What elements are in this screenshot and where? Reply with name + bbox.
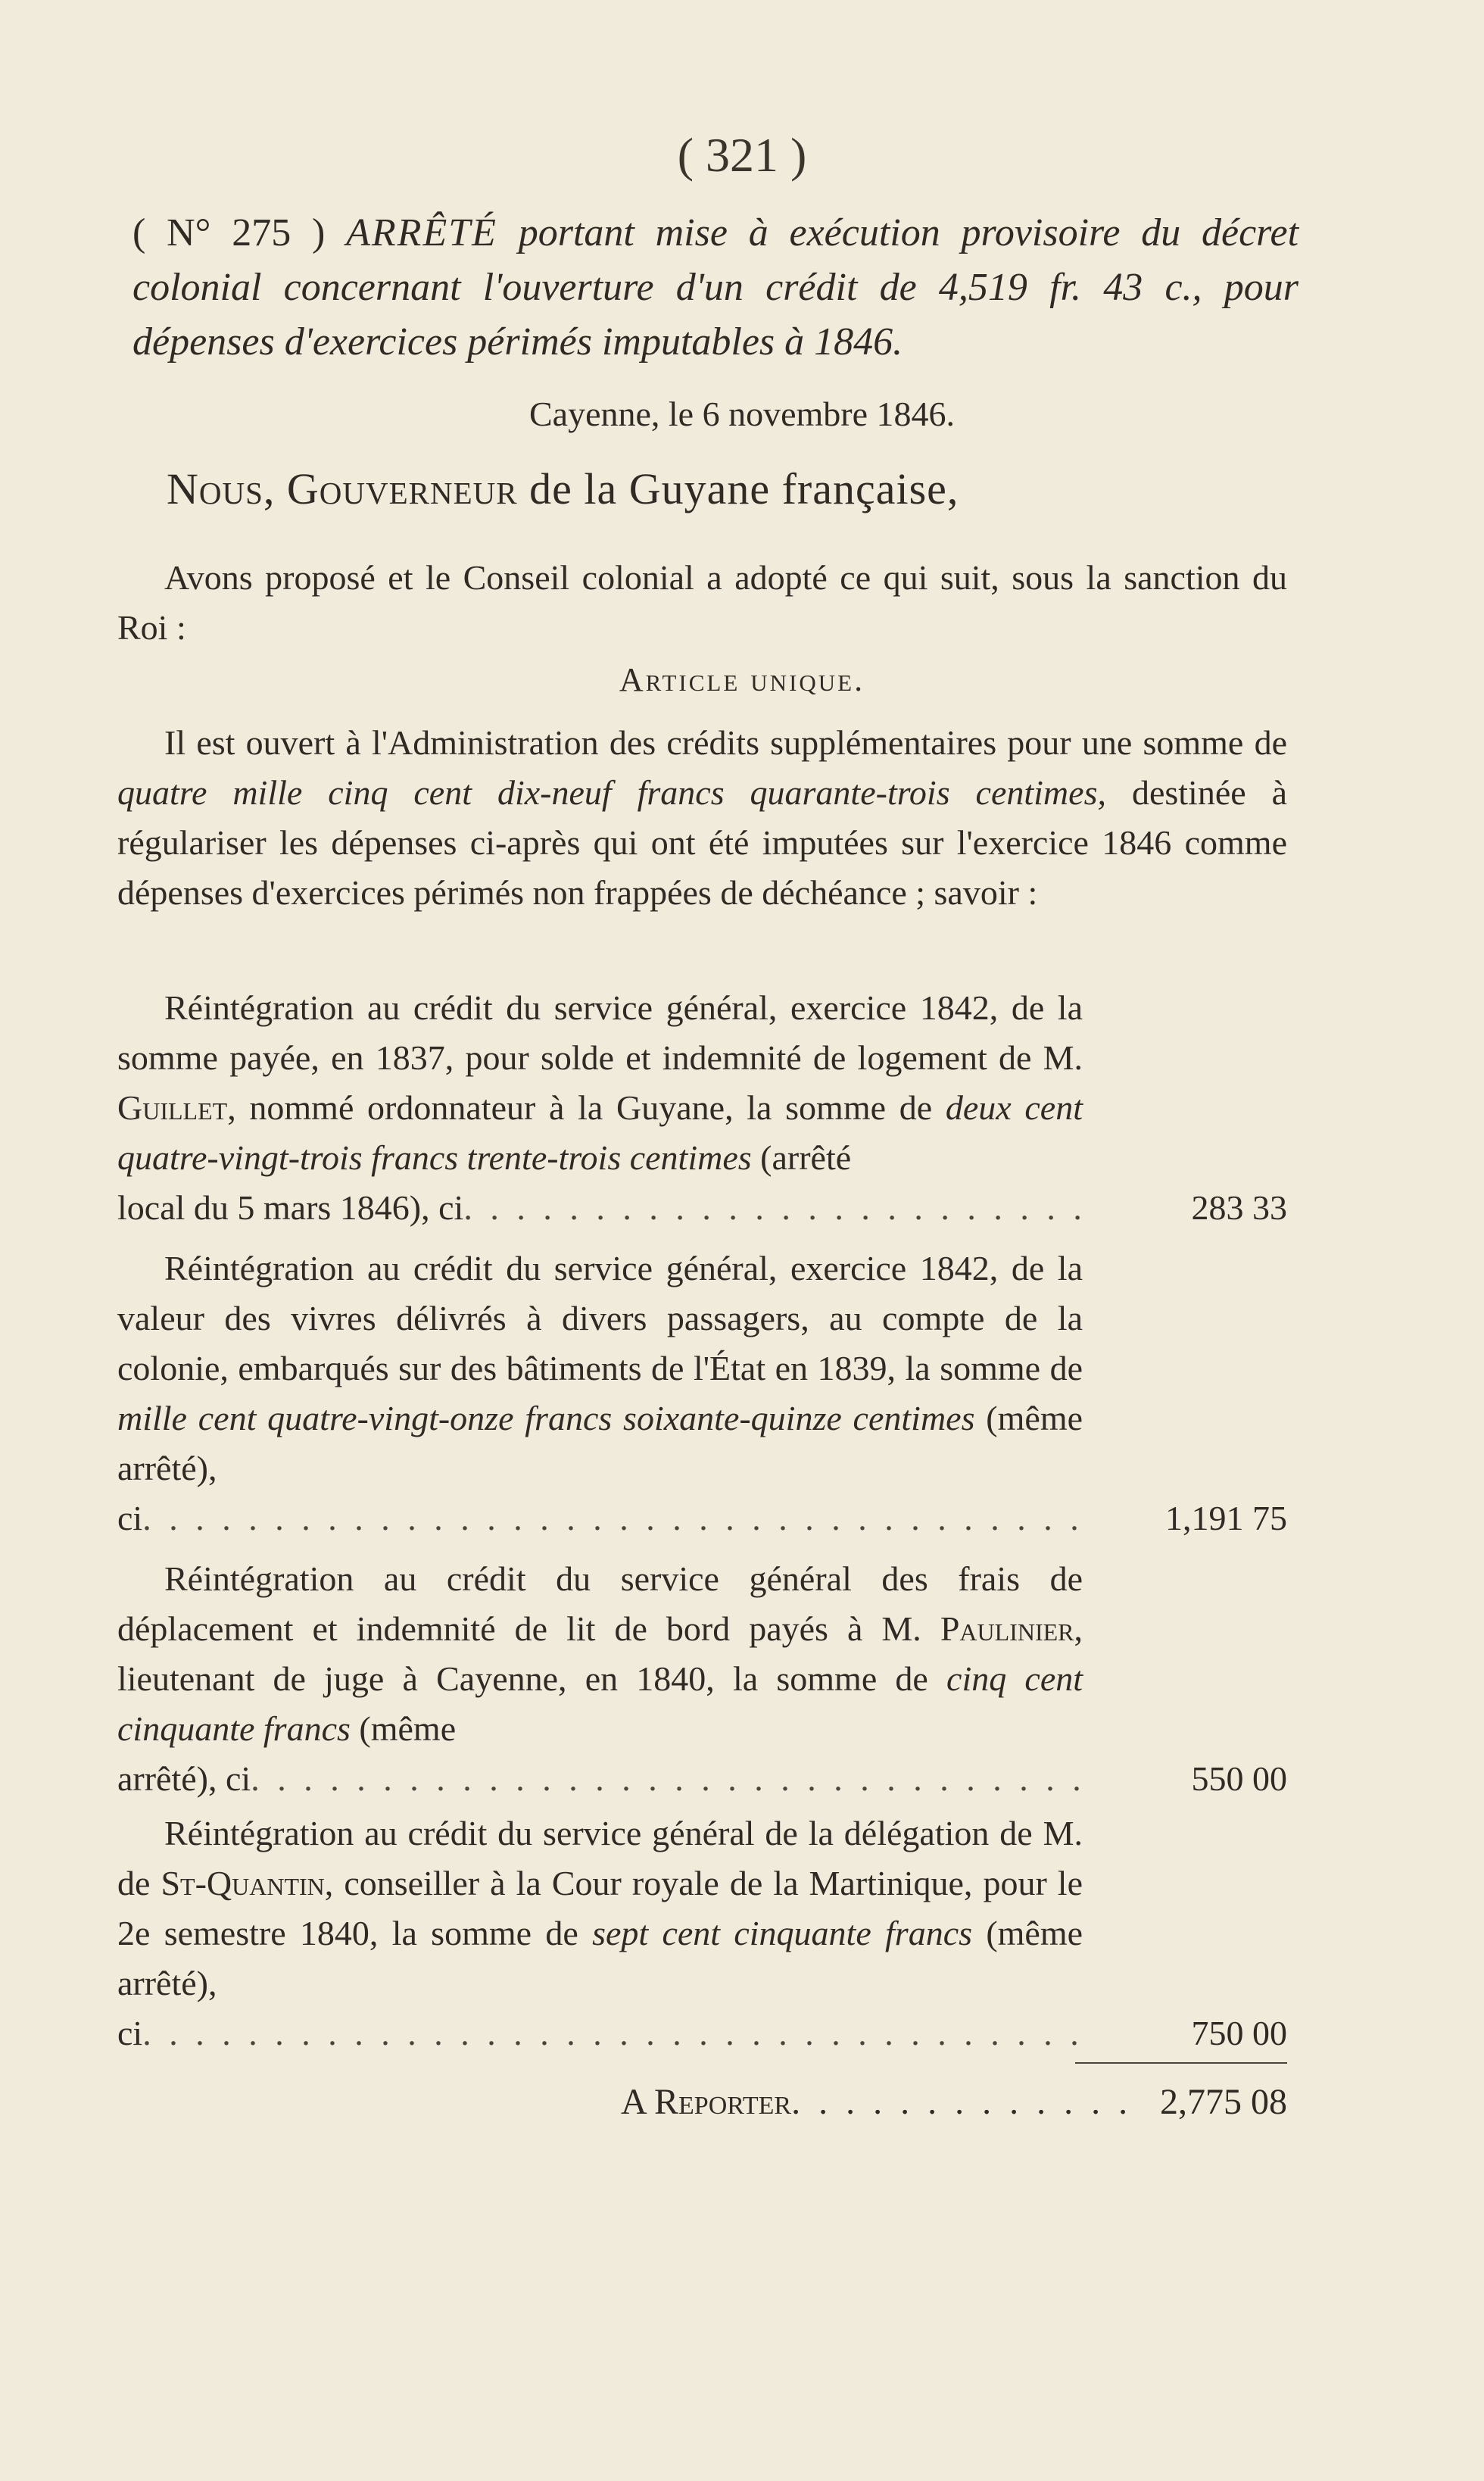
leader-dots (463, 1183, 1083, 1233)
entry-text-c: (même arrêté), (117, 1399, 1083, 1487)
entry-total-line (117, 1493, 1287, 1543)
entry-amount: 1,191 75 (1165, 1499, 1287, 1537)
entry-total-line (117, 1754, 1287, 1804)
entry-name: St-Quantin (161, 1864, 325, 1902)
decree-heading (132, 206, 1298, 370)
entry-name: Guillet (117, 1088, 228, 1127)
entry-4 (117, 1808, 1287, 2058)
carry-forward-line (621, 2081, 1287, 2123)
entry-amount: 750 00 (1191, 2014, 1287, 2052)
entry-body (117, 1244, 1083, 1493)
entry-last-text: ci (117, 2014, 143, 2052)
entry-2 (117, 1244, 1287, 1543)
entry-text: Réintégration au crédit du service général, exercice 1842, de la somme payée, en 1837, pour solde et indemnité de logement de M. (117, 988, 1083, 1077)
carry-forward-amount: 2,775 08 (1160, 2082, 1287, 2122)
entry-total-line (117, 1183, 1287, 1233)
entry-total-line (117, 2008, 1287, 2058)
entry-3 (117, 1554, 1287, 1804)
nous-word: Nous, (167, 464, 276, 513)
entry-body (117, 1808, 1083, 2008)
article-text-a: Il est ouvert à l'Administration des crédits supplémentaires pour une somme de (164, 723, 1287, 762)
entry-amount-words: cinq cent cinquante francs (117, 1659, 1083, 1748)
decree-number: ( N° 275 ) (132, 211, 326, 254)
entry-text: Réintégration au crédit du service général, exercice 1842, de la valeur des vivres délivrés à divers passagers, au compte de la colonie, embarqués sur des bâtiments de l'État en 1839, la somme de (117, 1249, 1083, 1387)
leader-dots (251, 1754, 1083, 1804)
entry-text-c: (même (359, 1709, 457, 1748)
entry-text-c: (même arrêté), (117, 1914, 1083, 2002)
entry-amount: 550 00 (1191, 1759, 1287, 1798)
entry-text-b: , lieutenant de juge à Cayenne, en 1840, la somme de (117, 1609, 1083, 1698)
entry-text: Réintégration au crédit du service général des frais de déplacement et indemnité de lit de bord payés à M. (117, 1559, 1083, 1648)
entry-last-text: local du 5 mars 1846), ci (117, 1188, 464, 1227)
entry-text-b: , conseiller à la Cour royale de la Martinique, pour le 2e semestre 1840, la somme de (117, 1864, 1083, 1952)
nous-line (167, 463, 959, 514)
article-title: Article unique. (619, 661, 865, 698)
entry-amount-words: sept cent cinquante francs (592, 1914, 973, 1952)
nous-rest: de la Guyane française, (529, 464, 959, 513)
preamble (117, 553, 1287, 653)
article-text-amount-words: quatre mille cinq cent dix-neuf francs quarante-trois centimes, (117, 773, 1106, 812)
dateline: Cayenne, le 6 novembre 1846. (528, 395, 956, 433)
decree-subject: portant mise à exécution provisoire du décret colonial concernant l'ouverture d'un crédit de 4,519 fr. 43 c., pour dépenses d'exercices périmés imputables à 1846. (132, 211, 1299, 364)
entry-name: Paulinier (940, 1609, 1074, 1648)
entry-text: Réintégration au crédit du service général de la délégation de M. de (117, 1814, 1083, 1902)
carry-forward-label: A Reporter (621, 2082, 792, 2122)
decree-title: ARRÊTÉ (346, 211, 497, 254)
article-text-c: destinée à régulariser les dépenses ci-après qui ont été imputées sur l'exercice 1846 comme dépenses d'exercices périmés non frappées de déchéance ; savoir : (117, 773, 1288, 912)
entry-amount-words: mille cent quatre-vingt-onze francs soixante-quinze centimes (117, 1399, 975, 1437)
entry-body (117, 983, 1083, 1183)
leader-dots (142, 1493, 1083, 1543)
entry-last-text: arrêté), ci (117, 1759, 251, 1798)
preamble-text: Avons proposé et le Conseil colonial a adopté ce qui suit, sous la sanction du Roi : (117, 558, 1287, 647)
article-text (117, 718, 1287, 918)
entry-last-text: ci (117, 1499, 143, 1537)
entry-text-c: (arrêté (760, 1138, 852, 1177)
entry-amount-words: deux cent quatre-vingt-trois francs trente-trois centimes (117, 1088, 1083, 1177)
page-number: ( 321 ) (677, 128, 807, 182)
article-paragraph (117, 718, 1287, 918)
entry-1 (117, 983, 1287, 1233)
gouverneur-word: Gouverneur (286, 464, 518, 513)
sum-rule (1075, 2062, 1287, 2064)
leader-dots (142, 2008, 1083, 2058)
entry-amount: 283 33 (1191, 1188, 1287, 1227)
entry-body (117, 1554, 1083, 1754)
leader-dots (791, 2081, 1128, 2123)
entry-text-b: , nommé ordonnateur à la Guyane, la somme de (227, 1088, 933, 1127)
